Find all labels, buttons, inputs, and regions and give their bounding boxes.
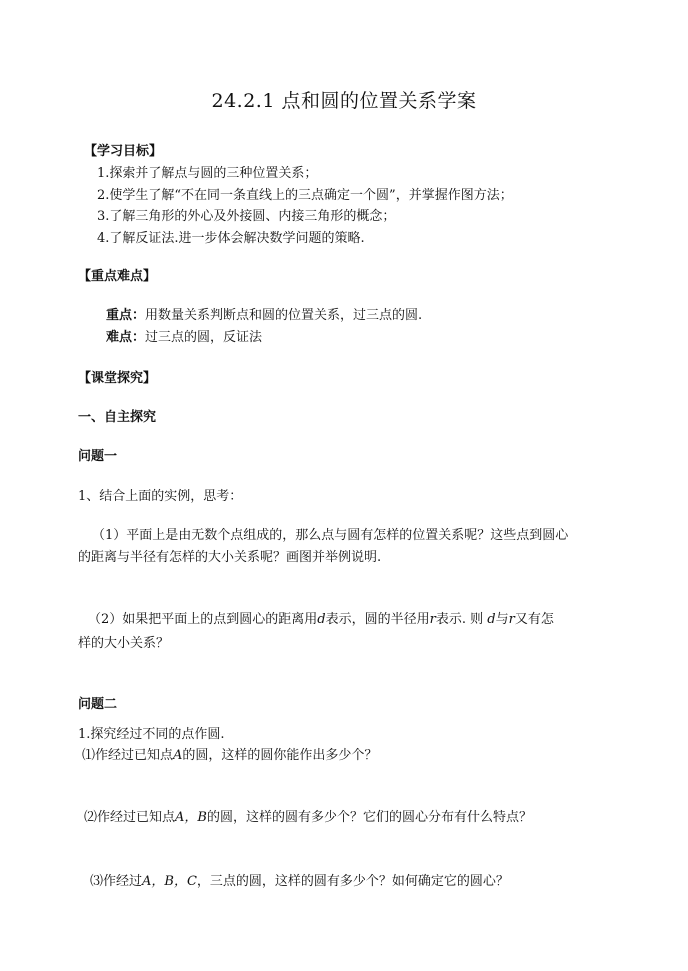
question2-sub3 [90, 870, 509, 889]
q2-var-r2: r [508, 612, 515, 627]
q2-var-r: r [429, 612, 436, 627]
q2-var-d2: d [487, 612, 496, 627]
q2-text-c: 表示. 则 [435, 612, 488, 627]
q2-text-a: （2）如果把平面上的点到圆心的距离用 [88, 612, 318, 627]
question1-heading: 问题一 [78, 449, 118, 464]
s2-text-a: ⑵作经过已知点 [84, 810, 176, 825]
objective-item: 1.探索并了解点与圆的三种位置关系； [97, 166, 318, 181]
objective-item: 2.使学生了解“不在同一条直线上的三点确定一个圆”，并掌握作图方法； [97, 188, 513, 203]
s3-text-a: ⑶作经过 [90, 874, 143, 889]
question1-sub1-line1: （1）平面上是由无数个点组成的，那么点与圆有怎样的位置关系呢？这些点到圆心 [92, 528, 569, 543]
difficulty-label: 难点： [106, 330, 146, 345]
question2-sub1 [82, 744, 377, 763]
objective-item: 4.了解反证法.进一步体会解决数学问题的策略. [97, 231, 365, 246]
key-point-line [106, 304, 422, 323]
question1-intro: 1、结合上面的实例，思考： [78, 489, 243, 504]
q2-text-e: 与 [495, 612, 509, 627]
s1-text-a: ⑴作经过已知点 [82, 748, 174, 763]
q2-text-f: 又有怎 [514, 612, 554, 627]
s1-text-b: 的圆，这样的圆你能作出多少个？ [182, 748, 378, 763]
question2-intro: 1.探究经过不同的点作圆. [78, 727, 225, 742]
s2-text-b: 的圆，这样的圆有多少个？它们的圆心分布有什么特点？ [206, 810, 532, 825]
s3-var-abc: A，B，C [142, 874, 197, 889]
question1-sub1-line2: 的距离与半径有怎样的大小关系呢？画图并举例说明. [78, 550, 382, 565]
question2-sub2 [84, 806, 532, 825]
s2-var-ab: A，B [175, 810, 207, 825]
objective-item: 3.了解三角形的外心及外接圆、内接三角形的概念； [97, 209, 396, 224]
q2-text-b: 表示，圆的半径用 [325, 612, 430, 627]
key-points-heading: 【重点难点】 [78, 269, 157, 284]
question1-sub2-line2: 样的大小关系？ [78, 636, 170, 651]
difficulty-line [106, 326, 262, 345]
key-text: 用数量关系判断点和圆的位置关系，过三点的圆. [145, 308, 423, 323]
s3-text-b: ，三点的圆，这样的圆有多少个？如何确定它的圆心？ [196, 874, 509, 889]
s1-var-a: A [173, 748, 183, 763]
page-title: 24.2.1 点和圆的位置关系学案 [211, 90, 477, 112]
class-explore-heading: 【课堂探究】 [78, 371, 157, 386]
question2-heading: 问题二 [78, 697, 118, 712]
objectives-heading: 【学习目标】 [84, 144, 163, 159]
key-label: 重点： [106, 308, 146, 323]
q2-var-d: d [317, 612, 326, 627]
difficulty-text: 过三点的圆，反证法 [145, 330, 263, 345]
question1-sub2-line1 [88, 608, 554, 627]
part1-heading: 一、自主探究 [78, 410, 157, 425]
